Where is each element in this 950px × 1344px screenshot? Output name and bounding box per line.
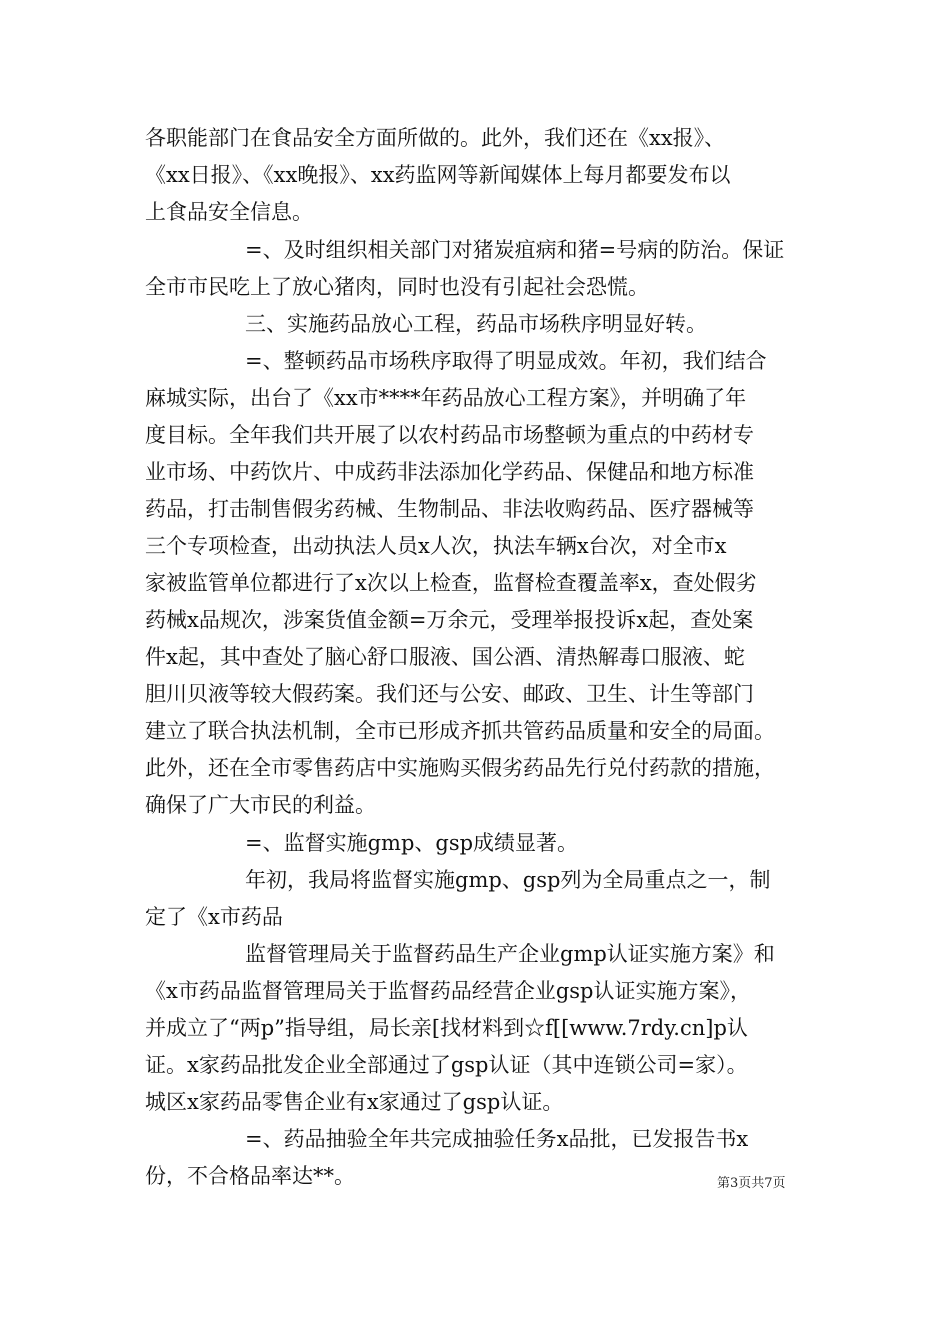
body-line: 并成立了“两p”指导组，局长亲[找材料到☆f[[www.7rdy.cn]p认: [145, 1016, 748, 1040]
body-line: 件x起，其中查处了脑心舒口服液、国公酒、清热解毒口服液、蛇: [145, 645, 745, 669]
body-line: 定了《x市药品: [145, 905, 283, 929]
body-line: 麻城实际，出台了《xx市****年药品放心工程方案》，并明确了年: [145, 386, 747, 410]
body-line: =、整顿药品市场秩序取得了明显成效。年初，我们结合: [245, 349, 767, 373]
body-line: 各职能部门在食品安全方面所做的。此外，我们还在《xx报》、: [145, 126, 726, 150]
page-number-footer: 第3页共7页: [717, 1176, 786, 1191]
body-line: 《x市药品监督管理局关于监督药品经营企业gsp认证实施方案》，: [145, 979, 752, 1003]
body-line: 药械x品规次，涉案货值金额=万余元，受理举报投诉x起，查处案: [145, 608, 754, 632]
section-heading: 三、实施药品放心工程，药品市场秩序明显好转。: [245, 312, 707, 336]
body-line: 此外，还在全市零售药店中实施购买假劣药品先行兑付药款的措施，: [145, 756, 775, 780]
body-line: 年初，我局将监督实施gmp、gsp列为全局重点之一，制: [245, 868, 771, 892]
body-line: 监督管理局关于监督药品生产企业gmp认证实施方案》和: [245, 942, 775, 966]
body-line: 家被监管单位都进行了x次以上检查，监督检查覆盖率x，查处假劣: [145, 571, 757, 595]
body-line: 全市市民吃上了放心猪肉，同时也没有引起社会恐慌。: [145, 275, 649, 299]
body-line: 确保了广大市民的利益。: [145, 793, 376, 817]
body-line: 业市场、中药饮片、中成药非法添加化学药品、保健品和地方标准: [145, 460, 754, 484]
body-line: 份，不合格品率达**。: [145, 1164, 355, 1188]
body-line: 三个专项检查，出动执法人员x人次，执法车辆x台次，对全市x: [145, 534, 727, 558]
body-line: =、及时组织相关部门对猪炭疽病和猪=号病的防治。保证: [245, 238, 785, 262]
body-line: 证。x家药品批发企业全部通过了gsp认证（其中连锁公司=家）。: [145, 1053, 748, 1077]
body-line: 度目标。全年我们共开展了以农村药品市场整顿为重点的中药材专: [145, 423, 754, 447]
body-line: 建立了联合执法机制，全市已形成齐抓共管药品质量和安全的局面。: [145, 719, 775, 743]
body-line: 上食品安全信息。: [145, 200, 313, 224]
body-line: =、监督实施gmp、gsp成绩显著。: [245, 831, 579, 855]
body-line: 胆川贝液等较大假药案。我们还与公安、邮政、卫生、计生等部门: [145, 682, 754, 706]
body-line: 药品，打击制售假劣药械、生物制品、非法收购药品、医疗器械等: [145, 497, 754, 521]
body-line: 《xx日报》、《xx晚报》、xx药监网等新闻媒体上每月都要发布以: [145, 163, 731, 187]
body-line: 城区x家药品零售企业有x家通过了gsp认证。: [145, 1090, 564, 1114]
body-line: =、药品抽验全年共完成抽验任务x品批，已发报告书x: [245, 1127, 749, 1151]
